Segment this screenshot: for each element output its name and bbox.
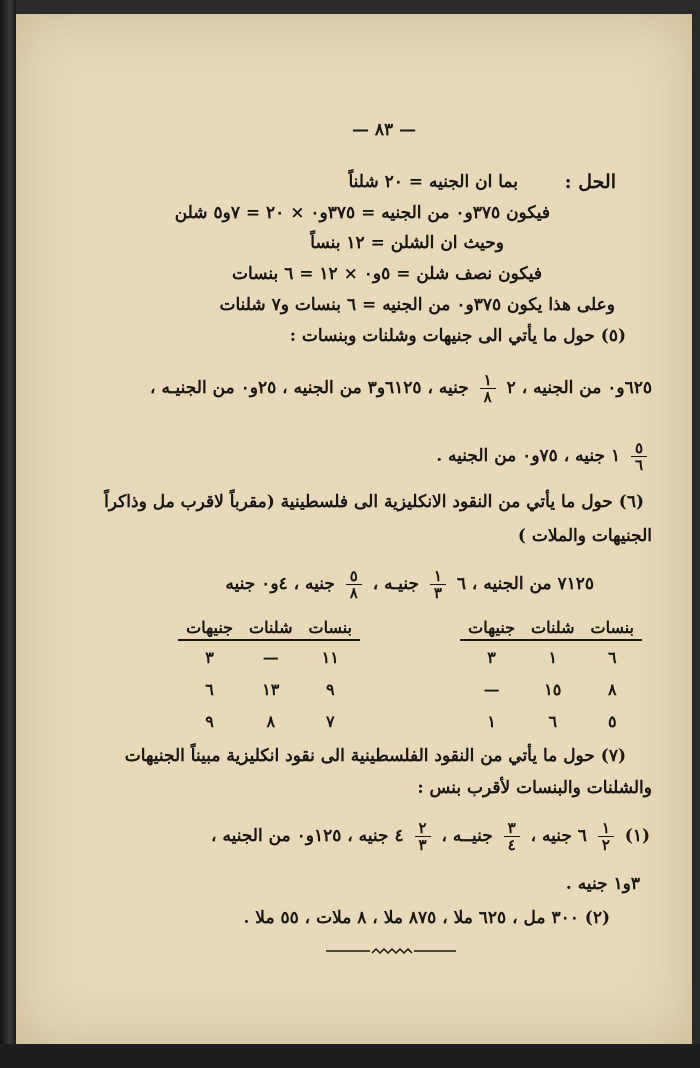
ex6-item-b: جنيـه ،: [372, 574, 420, 594]
table-cell: —: [262, 647, 279, 667]
header-pounds: جنيهات: [460, 618, 523, 640]
ex7-fraction-1: [598, 820, 614, 853]
ex6-fraction-2-den: ٨: [349, 584, 358, 602]
solution-label: الحل :: [564, 171, 616, 193]
ex5-item-1: ٦٢٥و٠ من الجنيه ،: [521, 378, 652, 398]
table-cell: ٨: [607, 679, 617, 699]
page-bottom-edge: [0, 1044, 700, 1068]
table-cell: ١١: [321, 647, 339, 667]
ex7-fraction-2-den: ٤: [507, 836, 516, 854]
ex5-items-end: جنيه ، ٧٥و٠ من الجنيه .: [436, 446, 606, 466]
ex7-fraction-3-num: ٢: [418, 819, 427, 837]
ex6-fraction-1-den: ٣: [433, 584, 442, 602]
ex7-fraction-2-num: ٣: [507, 819, 516, 837]
table-header-row: [178, 618, 360, 640]
page-number: — ٨٣ —: [352, 120, 417, 140]
table-row: [460, 640, 642, 673]
ex6-mixed-whole-1: ٦: [456, 574, 466, 594]
section-end-ornament: [326, 946, 456, 956]
ex5-fraction-1-den: ٨: [483, 388, 492, 406]
exercise-6-title-1: (٦) حول ما يأتي من النقود الانكليزية الى فلسطينية (مقرباً لاقرب مل وذاكراً: [104, 492, 644, 512]
exercise-7-title-1: (٧) حول ما يأتي من النقود الفلسطينية الى نقود انكليزية مبيناً الجنيهات: [124, 746, 626, 766]
table-row: [178, 673, 360, 705]
ex7-fraction-3-den: ٣: [418, 836, 427, 854]
book-spine: [0, 0, 16, 1068]
ex5-mixed-whole-1: ٢: [506, 378, 516, 398]
ex5-fraction-2-num: ٥: [634, 439, 644, 457]
table-cell: ١: [548, 647, 558, 667]
ex5-fraction-2: [631, 440, 647, 473]
ex5-fraction-2-den: ٦: [634, 456, 644, 474]
solution-line-4: فيكون نصف شلن = ٥و٠ × ١٢ = ٦ بنسات: [232, 264, 542, 284]
table-cell: ٨: [266, 711, 276, 731]
ex7-item-1-b: جنيــه ،: [441, 826, 493, 846]
table-row: [460, 673, 642, 705]
header-pence: بنسات: [301, 618, 361, 640]
ex7-fraction-2: [504, 820, 520, 853]
table-cell: ٩: [205, 711, 214, 731]
table-cell: ١: [487, 711, 496, 731]
solution-line-2: فيكون ٣٧٥و٠ من الجنيه = ٣٧٥و٠ × ٢٠ = ٧و٥ شلن: [174, 203, 550, 223]
table-cell: ٣: [487, 647, 496, 667]
table-row: [178, 705, 360, 737]
exercise-7-item-1: [211, 820, 650, 853]
header-pounds: جنيهات: [178, 618, 241, 640]
exercise-7-item-1-continued: ٣و١ جنيه .: [565, 874, 640, 894]
table-cell: ١٣: [262, 679, 280, 699]
ex5-fraction-1: [480, 372, 496, 405]
exercise-6-title-2: الجنيهات والملات ): [517, 526, 652, 546]
exercise-5-title: (٥) حول ما يأتي الى جنيهات وشلنات وبنسات :: [289, 326, 626, 346]
ex5-fraction-1-num: ١: [483, 371, 492, 389]
exercise-5-line-2: [436, 440, 652, 473]
table-cell: ٣: [205, 647, 214, 667]
solution-line-1: بما ان الجنيه = ٢٠ شلناً: [348, 172, 518, 192]
exercise-6-line: [225, 568, 594, 601]
table-header-row: [460, 618, 642, 640]
table-cell: —: [483, 679, 500, 699]
answer-table-left: [178, 618, 360, 737]
ex7-fraction-1-num: ١: [601, 819, 610, 837]
ex7-item-1-label: (١): [624, 826, 650, 846]
ex7-fraction-3: [415, 820, 431, 853]
ex6-fraction-2-num: ٥: [349, 567, 358, 585]
table-cell: ٦: [607, 647, 617, 667]
ex5-items-rest: جنيه ، ٦١٢٥و٣ من الجنيه ، ٢٥و٠ من الجنيـه ،: [150, 378, 469, 398]
header-shillings: شلنات: [523, 618, 582, 640]
ex7-item-1-c: ٤ جنيه ، ١٢٥و٠ من الجنيه ،: [211, 826, 404, 846]
table-cell: ٧: [325, 711, 335, 731]
header-shillings: شلنات: [241, 618, 300, 640]
exercise-7-item-2: (٢) ٣٠٠ مل ، ٦٢٥ ملا ، ٨٧٥ ملا ، ٨ ملات ، ٥٥ ملا .: [243, 908, 610, 928]
header-pence: بنسات: [583, 618, 643, 640]
ex7-fraction-1-den: ٢: [601, 836, 610, 854]
table-cell: ١٥: [544, 679, 562, 699]
ex6-fraction-1: [430, 568, 446, 601]
ex6-fraction-1-num: ١: [433, 567, 442, 585]
ex5-mixed-whole-2: ١: [610, 446, 621, 466]
table-cell: ٩: [325, 679, 335, 699]
ex6-fraction-2: [346, 568, 362, 601]
ex6-item-a: ٧١٢٥ من الجنيه ،: [471, 574, 594, 594]
table-row: [460, 705, 642, 737]
solution-line-5: وعلى هذا يكون ٣٧٥و٠ من الجنيه = ٦ بنسات و٧ شلنات: [219, 295, 615, 315]
ex7-item-1-a: ٦ جنيه ،: [530, 826, 587, 846]
table-cell: ٦: [548, 711, 558, 731]
exercise-5-line-1: [150, 372, 652, 405]
answer-table-right: [460, 618, 642, 737]
table-cell: ٦: [205, 679, 214, 699]
table-row: [178, 640, 360, 673]
solution-line-3: وحيث ان الشلن = ١٢ بنساً: [310, 233, 504, 253]
exercise-7-title-2: والشلنات والبنسات لأقرب بنس :: [417, 778, 652, 798]
ex6-item-c: جنيه ، ٤و٠ جنيه: [225, 574, 335, 594]
table-cell: ٥: [607, 711, 617, 731]
